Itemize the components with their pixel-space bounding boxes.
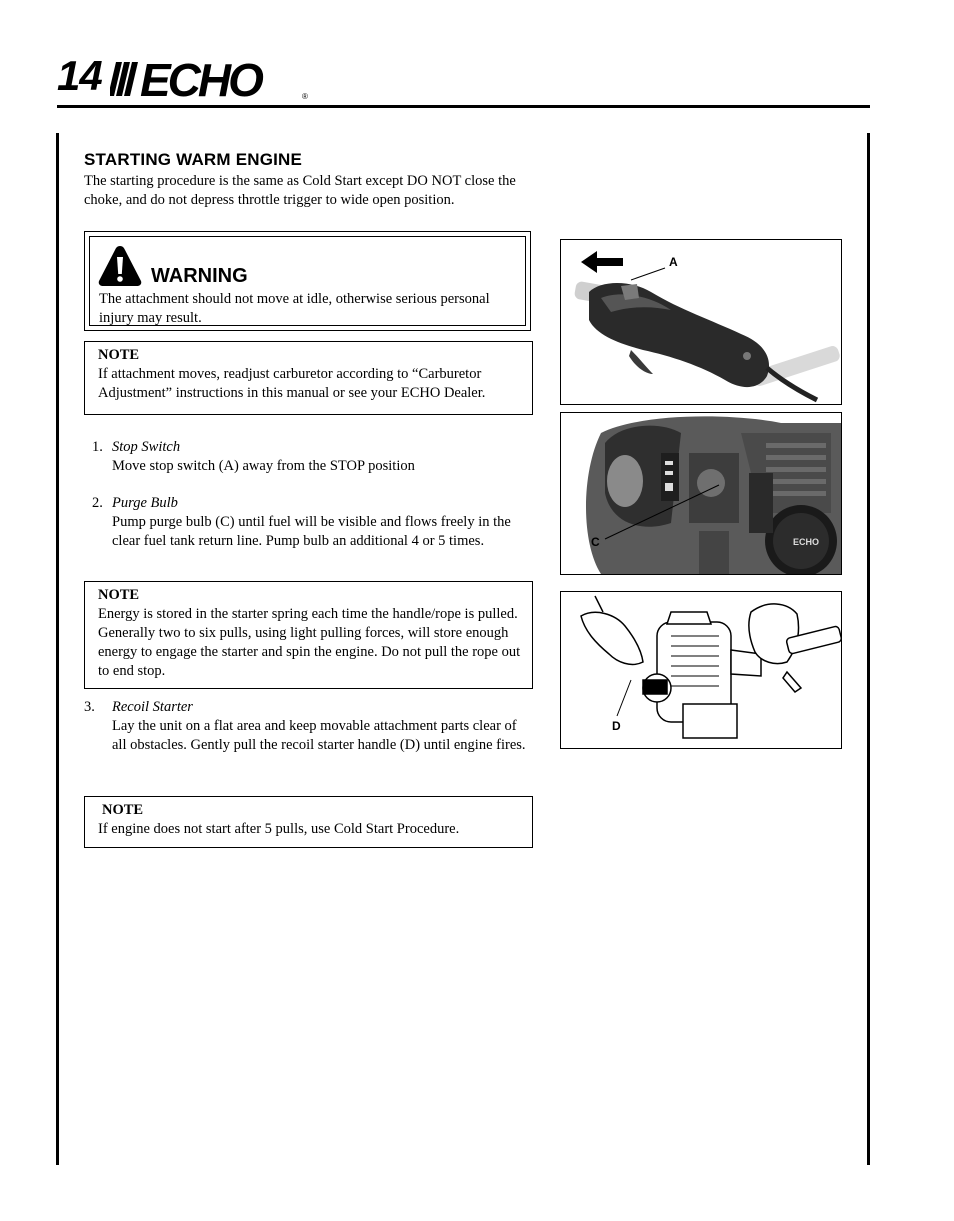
engine-purge-bulb-illustration (561, 413, 841, 574)
step-text: Pump purge bulb (C) until fuel will be visible and flows freely in the clear fuel tank return line. Pump bulb an additional 4 or 5 times. (112, 514, 511, 549)
warning-inner-frame (89, 236, 526, 326)
warning-text: The attachment should not move at idle, otherwise serious personal injury may result. (99, 291, 490, 326)
note-box (84, 341, 533, 415)
figure-label-c: C (591, 535, 600, 549)
step-title: Recoil Starter (112, 699, 193, 715)
step-number: 1. (92, 439, 103, 455)
figure-purge-bulb (560, 412, 842, 575)
step-number: 3. (84, 699, 95, 715)
step-text: Lay the unit on a flat area and keep movable attachment parts clear of all obstacles. Gently pull the recoil starter handle (D) until engine fires. (112, 718, 526, 753)
throttle-handle-illustration (561, 240, 841, 404)
step-number: 2. (92, 495, 103, 511)
section-title: STARTING WARM ENGINE (84, 150, 303, 169)
note-box (84, 581, 533, 689)
figure-recoil-starter (560, 591, 842, 749)
note-box (84, 796, 533, 848)
figure-stop-switch (560, 239, 842, 405)
note-title: NOTE (98, 347, 140, 363)
warning-title: WARNING (151, 265, 248, 287)
engine-brand-text: ECHO (793, 537, 820, 547)
echo-logo (110, 56, 315, 102)
note-text: Energy is stored in the starter spring each time the handle/rope is pulled. Generally two to six pulls, using light pulling forces, will store enough energy to engage the starter and spin the engine. Do not pull the rope out to end stop. (98, 606, 521, 679)
note-title: NOTE (98, 587, 140, 603)
warning-box (84, 231, 531, 331)
recoil-starter-illustration (561, 592, 841, 748)
page-number: 14 (57, 52, 102, 99)
step-title: Purge Bulb (112, 495, 178, 511)
warning-triangle-icon (98, 245, 142, 287)
step-title: Stop Switch (112, 439, 181, 455)
note-text: If attachment moves, readjust carburetor according to “Carburetor Adjustment” instructions in this manual or see your ECHO Dealer. (98, 366, 486, 401)
note-text: If engine does not start after 5 pulls, use Cold Start Procedure. (98, 821, 460, 837)
step-text: Move stop switch (A) away from the STOP position (112, 458, 415, 474)
left-margin-rule (56, 133, 59, 1165)
right-margin-rule (867, 133, 870, 1165)
header-rule (57, 105, 870, 108)
registered-mark: ® (302, 92, 308, 101)
echo-logo-text: ECHO (140, 56, 261, 102)
figure-label-d: D (612, 719, 621, 733)
section-intro: The starting procedure is the same as Cold Start except DO NOT close the choke, and do not depress throttle trigger to wide open position. (84, 173, 516, 208)
figure-label-a: A (669, 255, 678, 269)
note-title: NOTE (102, 802, 144, 818)
